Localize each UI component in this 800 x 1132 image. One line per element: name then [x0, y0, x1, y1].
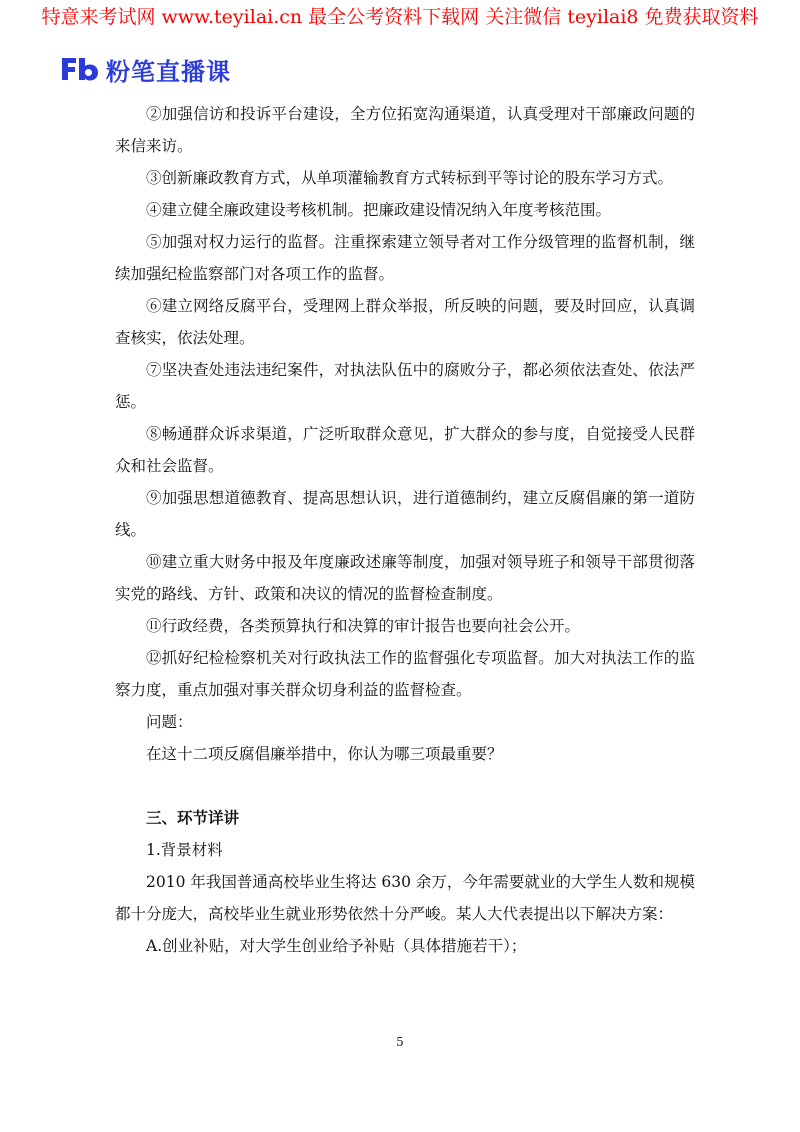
measure-item-8: ⑧畅通群众诉求渠道，广泛听取群众意见，扩大群众的参与度，自觉接受人民群众和社会监督。: [115, 425, 695, 475]
measure-item-2: ②加强信访和投诉平台建设，全方位拓宽沟通渠道，认真受理对干部廉政问题的来信来访。: [115, 105, 695, 155]
document-body: [115, 98, 695, 962]
background-paragraph: 2010 年我国普通高校毕业生将达 630 余万，今年需要就业的大学生人数和规模都十分庞大，高校毕业生就业形势依然十分严峻。某人大代表提出以下解决方案：: [115, 873, 695, 923]
question-label: 问题：: [146, 713, 193, 731]
subheading: 1.背景材料: [146, 841, 223, 859]
measure-item-7: ⑦坚决查处违法违纪案件，对执法队伍中的腐败分子，都必须依法查处、依法严惩。: [115, 361, 695, 411]
measure-item-5: ⑤加强对权力运行的监督。注重探索建立领导者对工作分级管理的监督机制，继续加强纪检监察部门对各项工作的监督。: [115, 233, 695, 283]
brand-logo: [60, 53, 231, 85]
measure-item-6: ⑥建立网络反腐平台，受理网上群众举报，所反映的问题，要及时回应，认真调查核实，依法处理。: [115, 297, 695, 347]
section-heading: 三、环节详讲: [146, 809, 240, 827]
fb-logo-icon: [60, 55, 100, 83]
measure-item-3: ③创新廉政教育方式，从单项灌输教育方式转标到平等讨论的股东学习方式。: [146, 169, 674, 187]
spacer: [115, 770, 695, 802]
measure-item-10: ⑩建立重大财务中报及年度廉政述廉等制度，加强对领导班子和领导干部贯彻落实党的路线、方针、政策和决议的情况的监督检查制度。: [115, 553, 695, 603]
logo-text: 粉笔直播课: [106, 57, 231, 86]
measure-item-11: ⑪行政经费，各类预算执行和决算的审计报告也要向社会公开。: [146, 617, 581, 635]
question-text: 在这十二项反腐倡廉举措中，你认为哪三项最重要？: [146, 745, 503, 763]
measure-item-9: ⑨加强思想道德教育、提高思想认识，进行道德制约，建立反腐倡廉的第一道防线。: [115, 489, 695, 539]
page-number: 5: [396, 1035, 404, 1049]
measure-item-4: ④建立健全廉政建设考核机制。把廉政建设情况纳入年度考核范围。: [146, 201, 612, 219]
watermark-banner: 特意来考试网 www.teyilai.cn 最全公考资料下载网 关注微信 teyilai8 免费获取资料: [41, 6, 759, 28]
solution-a: A.创业补贴，对大学生创业给予补贴（具体措施若干）；: [146, 937, 527, 955]
measure-item-12: ⑫抓好纪检检察机关对行政执法工作的监督强化专项监督。加大对执法工作的监察力度，重点加强对事关群众切身利益的监督检查。: [115, 649, 695, 699]
